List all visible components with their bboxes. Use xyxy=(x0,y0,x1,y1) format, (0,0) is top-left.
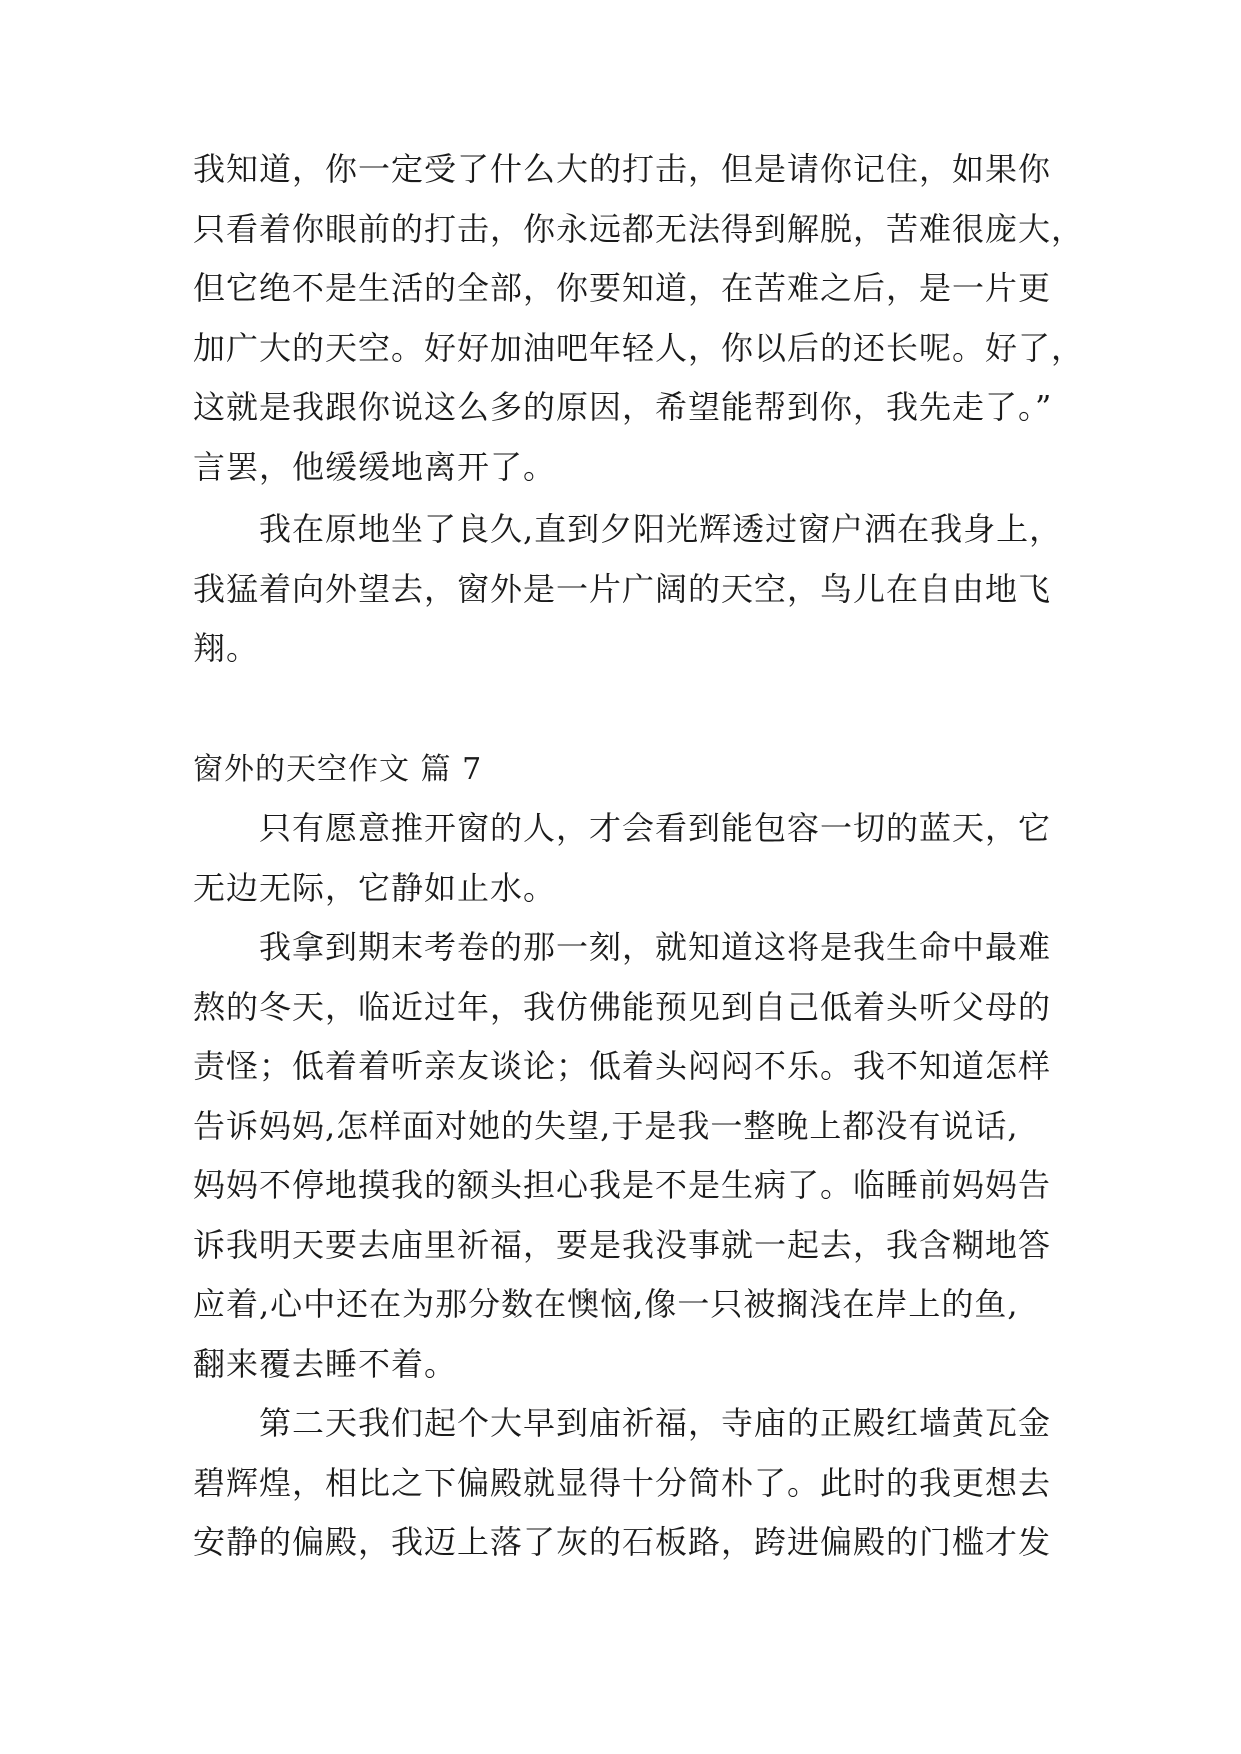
text-line: 只有愿意推开窗的人，才会看到能包容一切的蓝天，它 xyxy=(259,809,1052,847)
text-line: 但它绝不是生活的全部，你要知道，在苦难之后，是一片更 xyxy=(193,269,1052,307)
text-line: 加广大的天空。好好加油吧年轻人，你以后的还长呢。好了， xyxy=(193,328,1085,367)
section-heading: 窗外的天空作文 篇 7 xyxy=(193,752,483,787)
section-heading-block xyxy=(193,740,1053,800)
paragraph-temple-visit xyxy=(193,1394,1053,1573)
text-line: 这就是我跟你说这么多的原因，希望能帮到你，我先走了。” xyxy=(193,388,1053,426)
text-line: 我在原地坐了良久,直到夕阳光辉透过窗户洒在我身上， xyxy=(259,510,1063,548)
text-line: 无边无际，它静如止水。 xyxy=(193,868,557,907)
paragraph-looking-out xyxy=(193,500,1063,679)
text-line: 翻来覆去睡不着。 xyxy=(193,1344,458,1383)
text-line: 第二天我们起个大早到庙祈福，寺庙的正殿红墙黄瓦金 xyxy=(259,1404,1052,1442)
text-line: 告诉妈妈,怎样面对她的失望,于是我一整晚上都没有说话, xyxy=(193,1106,1019,1145)
paragraph-open-window xyxy=(193,799,1053,918)
text-line: 言罢，他缓缓地离开了。 xyxy=(193,447,557,486)
text-line: 我知道，你一定受了什么大的打击，但是请你记住，如果你 xyxy=(193,150,1052,188)
text-line: 安静的偏殿，我迈上落了灰的石板路，跨进偏殿的门槛才发 xyxy=(193,1523,1052,1561)
paragraph-closing-speech xyxy=(193,140,1085,497)
text-line: 应着,心中还在为那分数在懊恼,像一只被搁浅在岸上的鱼, xyxy=(193,1285,1019,1323)
text-line: 翔。 xyxy=(193,629,260,667)
text-line: 我拿到期末考卷的那一刻，就知道这将是我生命中最难 xyxy=(259,928,1052,966)
text-line: 责怪；低着着听亲友谈论；低着头闷闷不乐。我不知道怎样 xyxy=(193,1047,1052,1085)
text-line: 只看着你眼前的打击，你永远都无法得到解脱，苦难很庞大， xyxy=(193,209,1085,248)
text-line: 碧辉煌，相比之下偏殿就显得十分简朴了。此时的我更想去 xyxy=(193,1463,1052,1502)
paragraph-exam-paper xyxy=(193,918,1053,1394)
text-line: 我猛着向外望去，窗外是一片广阔的天空，鸟儿在自由地飞 xyxy=(193,569,1052,608)
text-line: 诉我明天要去庙里祈福，要是我没事就一起去，我含糊地答 xyxy=(193,1225,1052,1264)
text-line: 熬的冬天，临近过年，我仿佛能预见到自己低着头听父母的 xyxy=(193,987,1052,1026)
text-line: 妈妈不停地摸我的额头担心我是不是生病了。临睡前妈妈告 xyxy=(193,1166,1052,1204)
